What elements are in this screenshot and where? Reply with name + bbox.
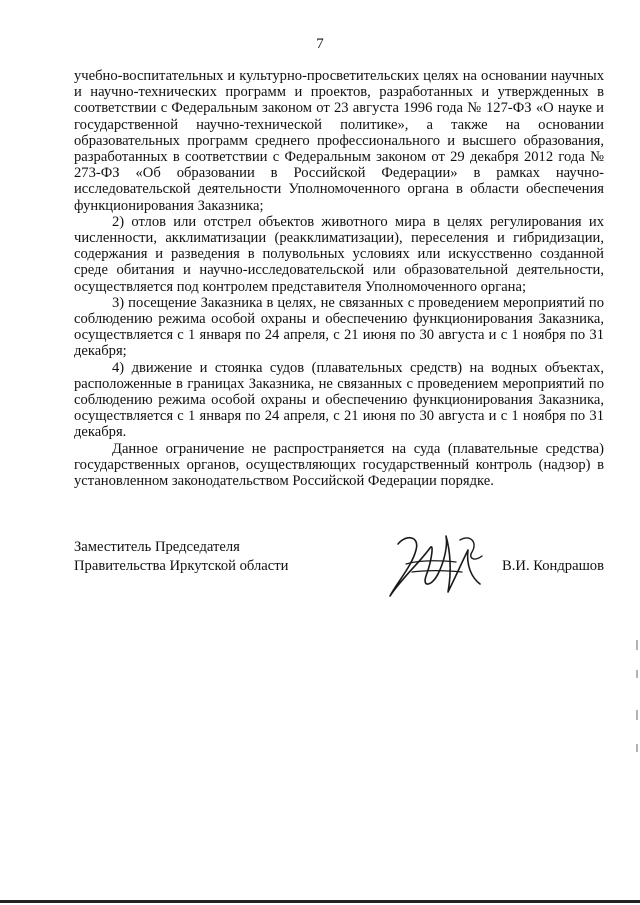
page-number: 7 <box>316 36 324 52</box>
signatory-position-line-1: Заместитель Председателя <box>74 539 240 555</box>
signature-block <box>74 538 604 608</box>
scan-edge-marks <box>636 640 638 760</box>
signatory-position <box>74 538 288 576</box>
paragraph-item-4: 4) движение и стоянка судов (плавательных средств) на водных объектах, расположенные в границах Заказника, не связанных с проведением мероприятий по соблюдению режима особой охраны и обеспечению функционирования Заказника, осуществляется с 1 января по 24 апреля, с 21 июня по 30 августа и с 1 ноября по 31 декабря. <box>74 359 604 441</box>
scan-bottom-edge <box>0 900 640 903</box>
signatory-position-line-2: Правительства Иркутской области <box>74 558 289 574</box>
document-body <box>74 68 604 489</box>
paragraph-continuation: учебно-воспитательных и культурно-просветительских целях на основании научных и научно-технических программ и проектов, разработанных и утвержденных в соответствии с Федеральным законом от 23 августа 1996 года № 127-ФЗ «О науке и государственной научно-технической политике», а также на основании образовательных программ среднего профессионального и высшего образования, разработанных в соответствии с Федеральным законом от 29 декабря 2012 года № 273-ФЗ «Об образовании в Российской Федерации» в рамках научно-исследовательской деятельности Уполномоченного органа в области обеспечения функционирования Заказника; <box>74 68 604 214</box>
paragraph-exception: Данное ограничение не распространяется на суда (плавательные средства) государственных органов, осуществляющих государственный контроль (надзор) в установленном законодательством Российской Федерации порядке. <box>74 440 604 490</box>
handwritten-signature <box>376 526 496 606</box>
signatory-name: В.И. Кондрашов <box>502 558 604 574</box>
paragraph-item-3: 3) посещение Заказника в целях, не связанных с проведением мероприятий по соблюдению режима особой охраны и обеспечению функционирования Заказника, осуществляется с 1 января по 24 апреля, с 21 июня по 30 августа и с 1 ноября по 31 декабря; <box>74 294 604 360</box>
paragraph-item-2: 2) отлов или отстрел объектов животного мира в целях регулирования их численности, акклиматизации (реакклиматизации), переселения и гибридизации, содержания и разведения в полувольных условиях или искусственно созданной среде обитания и научно-исследовательской или образовательной деятельности, осуществляется под контролем представителя Уполномоченного органа; <box>74 213 604 295</box>
